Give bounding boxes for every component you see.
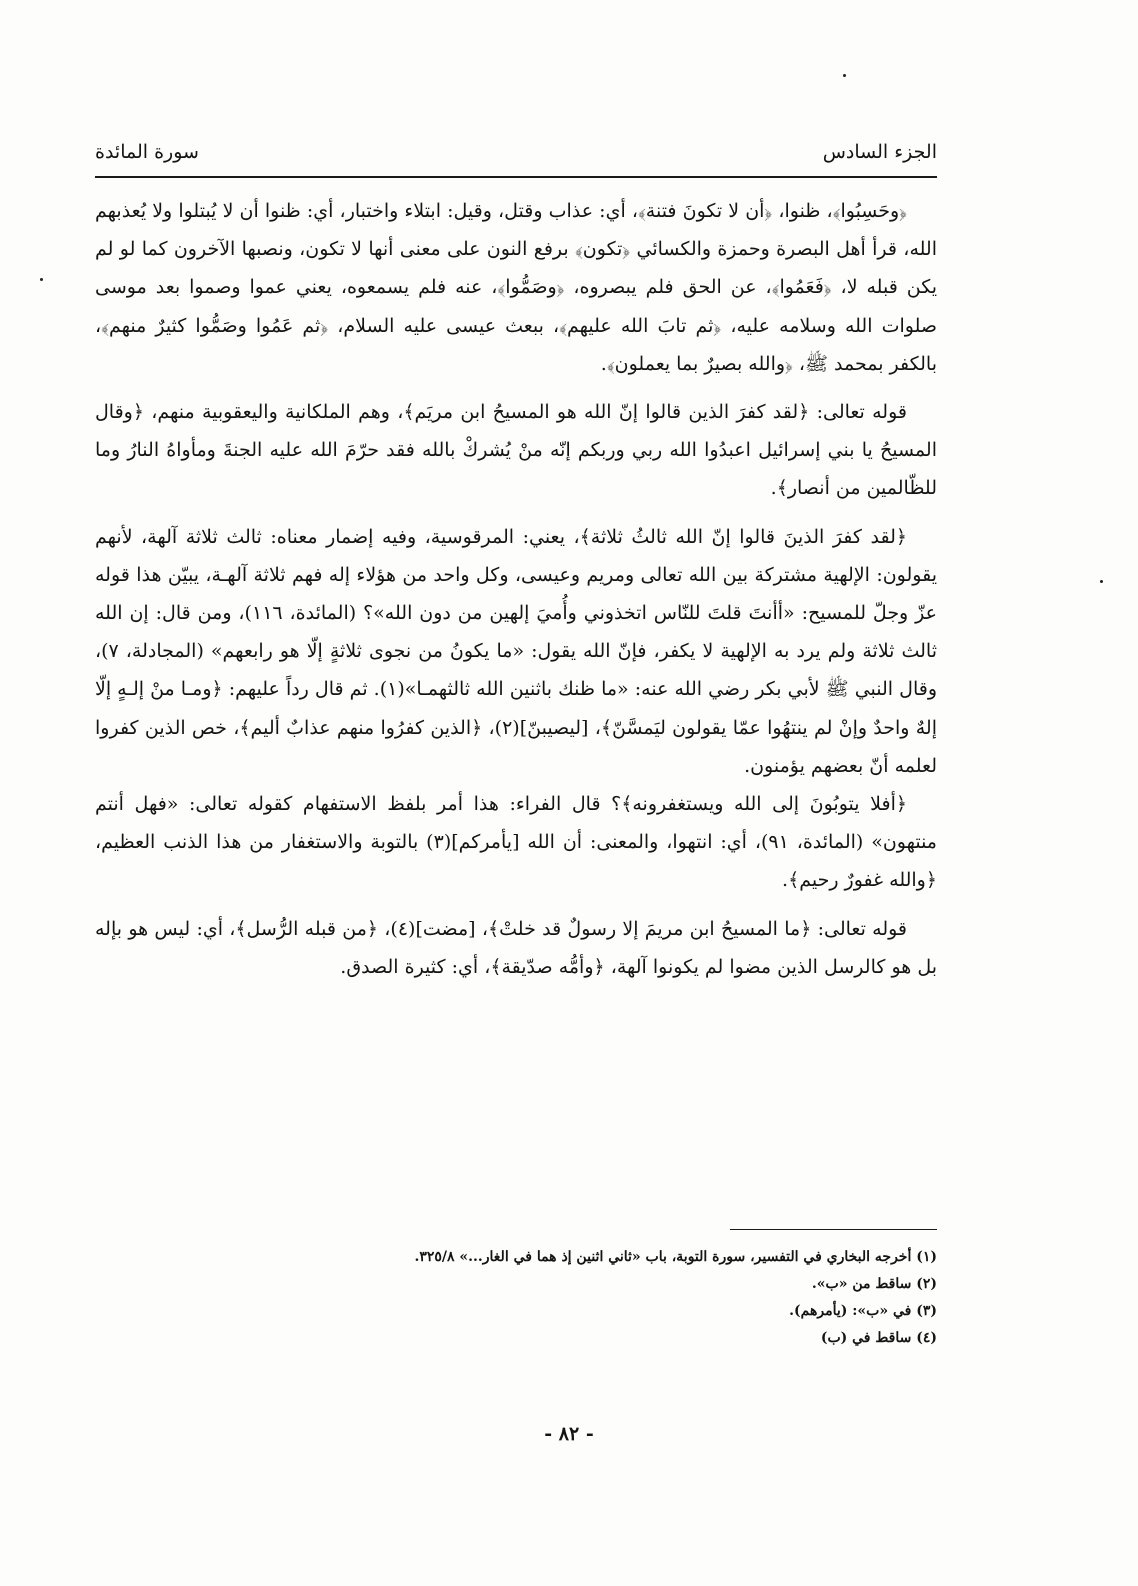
speck <box>843 74 846 77</box>
paragraph-3: ﴿لقد كفرَ الذينَ قالوا إنّ الله ثالثُ ثلاثة﴾، يعني: المرقوسية، وفيه إضمار معناه: ثالث ثلاثة آلهة، لأنهم يقولون: الإلهية مشتركة بين الله تعالى ومريم وعيسى، وكل واحد من هؤلاء إله فهم ثلاثة آلهـة، يبيّن هذا قوله عزّ وجلّ للمسيح: «أأنتَ قلتَ للنّاس اتخذوني وأُميَ إلهين من دون الله»؟ (المائدة، ١١٦)، ومن قال: إن الله ثالث ثلاثة ولم يرد به الإلهية لا يكفر، فإنّ الله يقول: «ما يكونُ من نجوى ثلاثةٍ إلّا هو رابعهم» (المجادلة، ٧)، وقال النبي ﷺ لأبي بكر رضي الله عنه: «ما ظنك باثنين الله ثالثهمـا»(١). ثم قال رداً عليهم: ﴿ومـا منْ إلـهٍ إلّا إلهٌ واحدٌ وإنْ لم ينتهُوا عمّا يقولون ليَمسَّنّ﴾، [ليصيبنّ](٢)، ﴿الذين كفرُوا منهم عذابٌ أليم﴾، خص الذين كفروا لعلمه أنّ بعضهم يؤمنون. <box>95 525 937 777</box>
part-title: الجزء السادس <box>822 141 937 163</box>
footnote-2: (٢) ساقط من «ب». <box>811 1276 937 1292</box>
footnotes <box>95 1244 937 1352</box>
footnote-divider <box>730 1229 937 1230</box>
footnote-3: (٣) في «ب»: (يأمرهم). <box>789 1303 937 1319</box>
footnote-4: (٤) ساقط في (ب) <box>820 1330 937 1346</box>
paragraph-2: قوله تعالى: ﴿لقد كفرَ الذين قالوا إنّ الله هو المسيحُ ابن مريَم﴾، وهم الملكانية واليعقوبية منهم، ﴿وقال المسيحُ يا بني إسرائيل اعبدُوا الله ربي وربكم إنّه منْ يُشركْ بالله فقد حرّمَ الله عليه الجنةَ ومأواهُ النارُ وما للظّالمين من أنصار﴾. <box>95 401 937 500</box>
footnote-1: (١) أخرجه البخاري في التفسير، سورة التوبة، باب «ثاني اثنين إذ هما في الغار...» ٣٢٥/٨. <box>414 1249 937 1265</box>
speck <box>40 278 43 281</box>
speck <box>1100 580 1103 583</box>
page-number: - ٨٢ - <box>544 1423 594 1445</box>
surah-title: سورة المائدة <box>95 141 199 163</box>
paragraph-1: ﴿وحَسِبُوا﴾، ظنوا، ﴿أن لا تكونَ فتنة﴾، أي: عذاب وقتل، وقيل: ابتلاء واختبار، أي: ظنوا أن لا يُبتلوا ولا يُعذبهم الله، قرأ أهل البصرة وحمزة والكسائي ﴿تكون﴾ برفع النون على معنى أنها لا تكون، ونصبها الآخرون كما لو لم يكن قبله لا، ﴿فَعَمُوا﴾، عن الحق فلم يبصروه، ﴿وصَمُّوا﴾، عنه فلم يسمعوه، يعني عموا وصموا بعد موسى صلوات الله وسلامه عليه، ﴿ثم تابَ الله عليهم﴾، ببعث عيسى عليه السلام، ﴿ثم عَمُوا وصَمُّوا كثيرٌ منهم﴾، بالكفر بمحمد ﷺ، ﴿والله بصيرٌ بما يعملون﴾. <box>95 200 937 375</box>
page-header <box>95 132 937 172</box>
paragraph-5: قوله تعالى: ﴿ما المسيحُ ابن مريمَ إلا رسولٌ قد خلتْ﴾، [مضت](٤)، ﴿من قبله الرُّسل﴾، أي: ليس هو بإله بل هو كالرسل الذين مضوا لم يكونوا آلهة، ﴿وأمُّه صدّيقة﴾، أي: كثيرة الصدق. <box>95 917 937 978</box>
paragraph-4: ﴿أفلا يتوبُونَ إلى الله ويستغفرونه﴾؟ قال الفراء: هذا أمر بلفظ الاستفهام كقوله تعالى: «فهل أنتم منتهون» (المائدة، ٩١)، أي: انتهوا، والمعنى: أن الله [يأمركم](٣) بالتوبة والاستغفار من هذا الذنب العظيم، ﴿والله غفورٌ رحيم﴾. <box>95 793 937 892</box>
main-text <box>95 192 937 996</box>
header-divider <box>95 176 937 178</box>
